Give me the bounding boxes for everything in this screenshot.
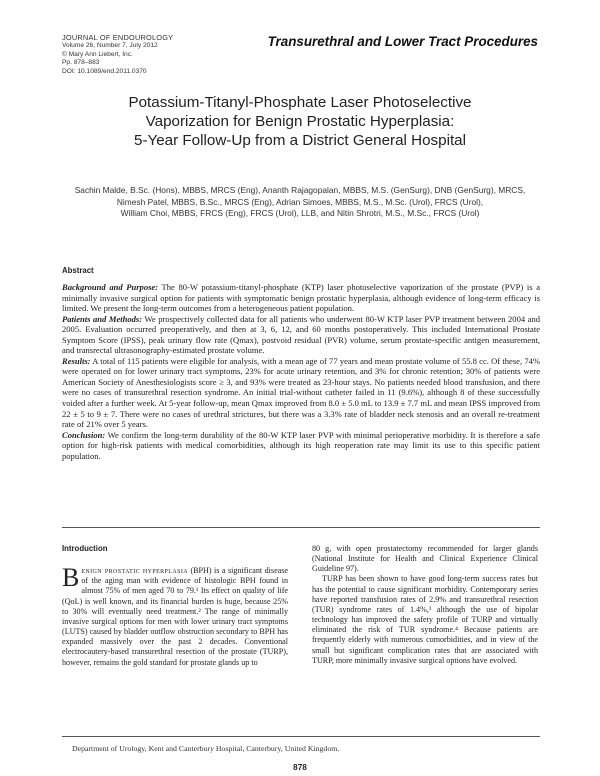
abstract-methods [62,314,540,356]
author-line: Sachin Malde, B.Sc. (Hons), MBBS, MRCS (Eng), Ananth Rajagopalan, MBBS, M.S. (GenSurg), DNB (GenSurg), MRCS, [74,185,526,195]
smallcaps-lead: enign prostatic hyperplasia [81,566,188,576]
background-text: The 80-W potassium-titanyl-phosphate (KTP) laser photoselective vaporization of the prostate (PVP) is a minimally invasive surgical option for patients with symptomatic benign prostatic hyperplasia, although evidence of long-term efficacy is limited. We present the long-term outcomes from a heterogeneous patient population. [62,282,540,314]
background-label: Background and Purpose: [62,282,159,292]
journal-doi: DOI: 10.1089/end.2011.0370 [62,67,147,75]
title-line: Vaporization for Benign Prostatic Hyperplasia: [145,113,455,130]
methods-label: Patients and Methods: [62,313,143,324]
abstract-body [62,282,540,461]
author-list [62,185,538,220]
journal-copyright: © Mary Ann Liebert, Inc. [62,50,133,58]
intro-right-paragraph-2: TURP has been shown to have good long-term success rates but has the potential to cause significant morbidity. Contemporary series have reported transfusion rates of 2.9% and transurethral resection (TUR) syndrome rates of 1.4%,³ although the use of bipolar technology has improved the safety profile of TURP and virtually eliminated the risk of TUR syndrome.⁴ Because patients are frequently elderly with numerous comorbidities, and in view of the small but significant complication rates that are associated with TURP, more minimally invasive surgical options have evolved. [312,574,538,665]
intro-right-paragraph-1: 80 g, with open prostatectomy recommended for larger glands (National Institute for Health and Clinical Experience Clinical Guideline 97). [312,544,538,574]
section-title: Transurethral and Lower Tract Procedures [267,34,538,49]
affiliation: Department of Urology, Kent and Canterbury Hospital, Canterbury, United Kingdom. [72,744,340,753]
abstract-background [62,282,540,314]
methods-text: We prospectively collected data for all patients who underwent 80-W KTP laser PVP treatment between 2004 and 2005. Evaluation occurred preoperatively, and then at 3, 6, 12, and 60 months postoperatively. This included International Prostate Symptom Score (IPSS), peak urinary flow rate (Qmax), postvoid residual (PVR) volume, serum prostate-specific antigen measurement, and transrectal ultrasonography-estimated prostate volume. [62,313,540,356]
intro-heading: Introduction [62,544,108,553]
abstract-conclusion [62,430,540,462]
results-label: Results: [62,355,91,366]
author-line: William Choi, MBBS, FRCS (Eng), FRCS (Urol), LLB, and Nitin Shrotri, M.S., M.Sc., FRCS (Urol) [120,208,480,218]
journal-volume: Volume 26, Number 7, July 2012 [62,42,158,50]
drop-cap: B [62,563,80,593]
journal-name: JOURNAL OF ENDOUROLOGY [62,33,174,42]
intro-right-column [312,544,538,666]
conclusion-label: Conclusion: [62,429,106,440]
article-title [62,93,538,150]
abstract-heading: Abstract [62,266,94,275]
footer-divider [62,736,540,737]
title-line: 5-Year Follow-Up from a District General Hospital [134,132,466,149]
intro-left-column [62,544,288,668]
conclusion-text: We confirm the long-term durability of the 80-W KTP laser PVP with minimal perioperative morbidity. It is therefore a safe option for high-risk patients with medical comorbidities, although its high reoperation rate may limit its use to this specific patient population. [62,429,540,461]
journal-info [62,34,282,76]
journal-pages: Pp. 878–883 [62,59,100,67]
title-line: Potassium-Titanyl-Phosphate Laser Photoselective [128,94,472,111]
author-line: Nimesh Patel, MBBS, B.Sc., MRCS (Eng), Adrian Simoes, MBBS, M.S., M.Sc. (Urol), FRCS (Urol), [116,196,484,207]
abstract-results [62,356,540,430]
intro-paragraph-1 [62,563,289,668]
page-number: 878 [293,763,307,772]
abstract-divider [62,527,540,528]
results-text: A total of 115 patients were eligible for analysis, with a mean age of 77 years and mean prostate volume of 55.8 cc. Of these, 74% were operated on for lower urinary tract symptoms, 23% for acute urinary retention, and 3% for chronic retention; 30% of patients were American Society of Anesthesiologists score ≥ 3, and 93% were treated as 23-hour stays. No patients needed blood transfusion, and there were no cases of transurethral resection syndrome. An initial trial-without catheter failed in 11 (9.6%), although 8 of these successfully voided after a further week. At 5-year follow-up, mean Qmax improved from 8.0 ± 5.0 mL to 13.9 ± 7.7 mL and mean IPSS improved from 22 ± 5 to 9 ± 7. There were no cases of urethral strictures, but there was a 3.3% rate of bladder neck stenosis and an overall re-treatment rate of 21% over 5 years. [62,355,540,430]
intro-left-text: (BPH) is a significant disease of the aging man with evidence of histologic BPH found in almost 75% of men aged 70 to 79.¹ Its effect on quality of life (QoL) is well known, and its financial burden is huge, because 25% to 30% will eventually need treatment.² The range of minimally invasive surgical options for men with lower urinary tract symptoms (LUTS) caused by bladder outflow obstruction secondary to BPH has expanded massively over the past 2 decades. Conventional electrocautery-based transurethral resection of the prostate (TURP), however, remains the gold standard for prostate glands up to [62,566,289,667]
